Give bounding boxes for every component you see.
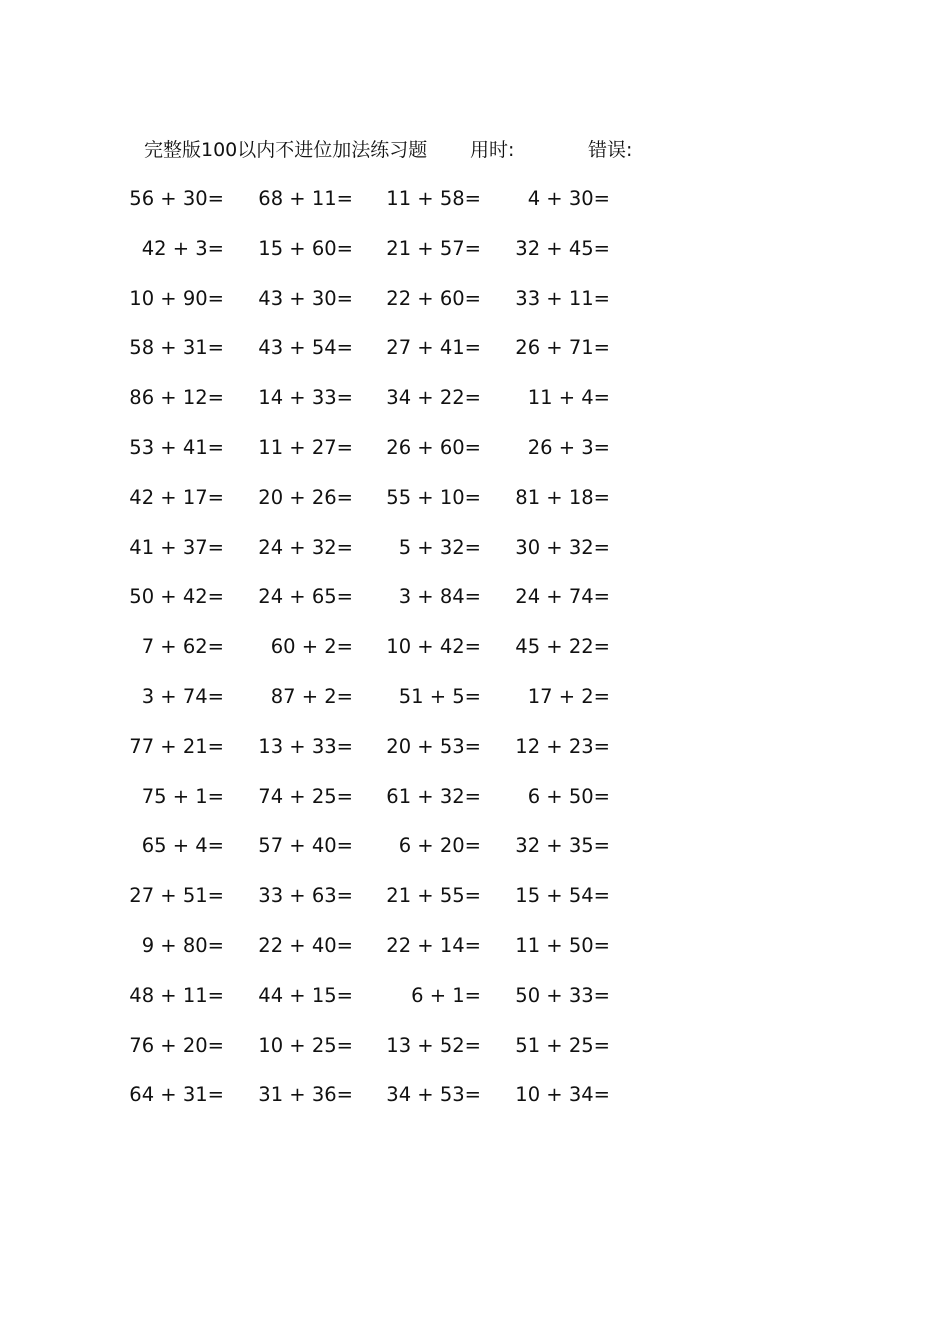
problem-item: 65 + 4= bbox=[141, 834, 224, 858]
problem-item: 22 + 40= bbox=[258, 933, 353, 957]
problem-item: 3 + 84= bbox=[398, 585, 481, 609]
problem-row bbox=[0, 783, 950, 833]
problem-item: 55 + 10= bbox=[386, 485, 481, 509]
problem-item: 21 + 57= bbox=[386, 236, 481, 260]
problem-row bbox=[0, 1032, 950, 1082]
problem-item: 14 + 33= bbox=[258, 386, 353, 410]
problem-item: 24 + 32= bbox=[258, 535, 353, 559]
problem-item: 6 + 50= bbox=[527, 784, 610, 808]
problem-item: 22 + 60= bbox=[386, 286, 481, 310]
time-label: 用时: bbox=[470, 139, 515, 161]
problem-item: 68 + 11= bbox=[258, 187, 353, 210]
problem-item: 6 + 20= bbox=[398, 834, 481, 858]
problem-grid bbox=[0, 185, 950, 1131]
problem-item: 30 + 32= bbox=[515, 535, 610, 559]
problem-item: 33 + 11= bbox=[515, 286, 610, 310]
problem-item: 13 + 52= bbox=[386, 1033, 481, 1057]
problem-item: 87 + 2= bbox=[270, 684, 353, 708]
problem-item: 51 + 25= bbox=[515, 1033, 610, 1057]
problem-item: 58 + 31= bbox=[129, 336, 224, 360]
problem-row bbox=[0, 932, 950, 982]
problem-item: 34 + 53= bbox=[386, 1083, 481, 1107]
problem-item: 48 + 11= bbox=[129, 983, 224, 1007]
problem-item: 15 + 54= bbox=[515, 884, 610, 908]
problem-item: 27 + 41= bbox=[386, 336, 481, 360]
problem-item: 53 + 41= bbox=[129, 435, 224, 459]
problem-item: 3 + 74= bbox=[141, 684, 224, 708]
problem-item: 81 + 18= bbox=[515, 485, 610, 509]
problem-item: 76 + 20= bbox=[129, 1033, 224, 1057]
problem-row bbox=[0, 1081, 950, 1131]
problem-row bbox=[0, 484, 950, 534]
problem-item: 32 + 45= bbox=[515, 236, 610, 260]
problem-item: 4 + 30= bbox=[527, 187, 610, 210]
problem-item: 10 + 25= bbox=[258, 1033, 353, 1057]
problem-item: 56 + 30= bbox=[129, 187, 224, 210]
problem-item: 24 + 74= bbox=[515, 585, 610, 609]
problem-item: 75 + 1= bbox=[141, 784, 224, 808]
problem-row bbox=[0, 633, 950, 683]
problem-item: 22 + 14= bbox=[386, 933, 481, 957]
problem-item: 13 + 33= bbox=[258, 734, 353, 758]
problem-row bbox=[0, 235, 950, 285]
problem-row bbox=[0, 683, 950, 733]
problem-row bbox=[0, 882, 950, 932]
problem-item: 10 + 34= bbox=[515, 1083, 610, 1107]
problem-item: 42 + 17= bbox=[129, 485, 224, 509]
problem-item: 26 + 60= bbox=[386, 435, 481, 459]
worksheet-title: 完整版100以内不进位加法练习题 bbox=[144, 139, 428, 161]
problem-row bbox=[0, 185, 950, 235]
problem-item: 11 + 27= bbox=[258, 435, 353, 459]
problem-item: 42 + 3= bbox=[141, 236, 224, 260]
problem-item: 21 + 55= bbox=[386, 884, 481, 908]
problem-row bbox=[0, 434, 950, 484]
problem-item: 57 + 40= bbox=[258, 834, 353, 858]
problem-item: 10 + 42= bbox=[386, 635, 481, 659]
problem-item: 45 + 22= bbox=[515, 635, 610, 659]
problem-item: 7 + 62= bbox=[141, 635, 224, 659]
problem-item: 32 + 35= bbox=[515, 834, 610, 858]
problem-row bbox=[0, 285, 950, 335]
problem-item: 51 + 5= bbox=[398, 684, 481, 708]
problem-item: 26 + 71= bbox=[515, 336, 610, 360]
problem-item: 27 + 51= bbox=[129, 884, 224, 908]
problem-item: 43 + 54= bbox=[258, 336, 353, 360]
problem-item: 44 + 15= bbox=[258, 983, 353, 1007]
problem-item: 9 + 80= bbox=[141, 933, 224, 957]
problem-item: 24 + 65= bbox=[258, 585, 353, 609]
problem-item: 11 + 58= bbox=[386, 187, 481, 210]
problem-item: 61 + 32= bbox=[386, 784, 481, 808]
problem-item: 11 + 50= bbox=[515, 933, 610, 957]
errors-label: 错误: bbox=[588, 139, 633, 161]
problem-item: 5 + 32= bbox=[398, 535, 481, 559]
problem-item: 50 + 33= bbox=[515, 983, 610, 1007]
problem-row bbox=[0, 334, 950, 384]
problem-item: 15 + 60= bbox=[258, 236, 353, 260]
problem-item: 11 + 4= bbox=[527, 386, 610, 410]
problem-item: 50 + 42= bbox=[129, 585, 224, 609]
problem-row bbox=[0, 384, 950, 434]
problem-row bbox=[0, 534, 950, 584]
problem-item: 31 + 36= bbox=[258, 1083, 353, 1107]
problem-item: 26 + 3= bbox=[527, 435, 610, 459]
problem-item: 34 + 22= bbox=[386, 386, 481, 410]
problem-item: 20 + 53= bbox=[386, 734, 481, 758]
problem-row bbox=[0, 982, 950, 1032]
problem-item: 86 + 12= bbox=[129, 386, 224, 410]
problem-item: 6 + 1= bbox=[411, 983, 481, 1007]
problem-item: 20 + 26= bbox=[258, 485, 353, 509]
problem-item: 64 + 31= bbox=[129, 1083, 224, 1107]
problem-item: 77 + 21= bbox=[129, 734, 224, 758]
problem-item: 10 + 90= bbox=[129, 286, 224, 310]
problem-item: 12 + 23= bbox=[515, 734, 610, 758]
problem-row bbox=[0, 583, 950, 633]
problem-item: 74 + 25= bbox=[258, 784, 353, 808]
problem-item: 41 + 37= bbox=[129, 535, 224, 559]
problem-row bbox=[0, 733, 950, 783]
problem-row bbox=[0, 832, 950, 882]
problem-item: 17 + 2= bbox=[527, 684, 610, 708]
problem-item: 60 + 2= bbox=[270, 635, 353, 659]
problem-item: 43 + 30= bbox=[258, 286, 353, 310]
problem-item: 33 + 63= bbox=[258, 884, 353, 908]
